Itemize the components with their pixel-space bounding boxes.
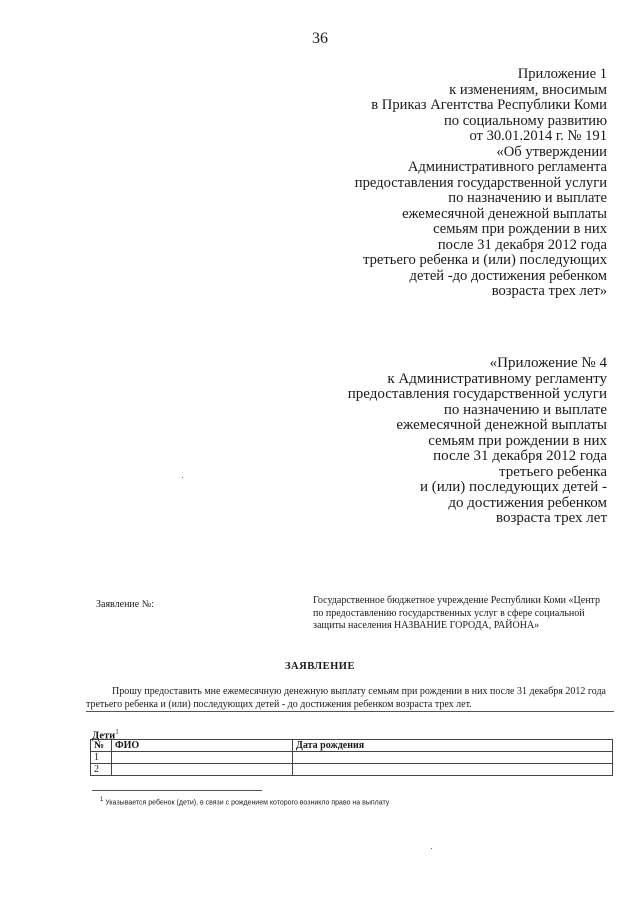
appendix-4-line: возраста трех лет [495,510,607,526]
document-title: ЗАЯВЛЕНИЕ [285,661,355,672]
appendix-1-header [355,67,607,300]
birth-date-cell[interactable] [293,764,613,776]
appendix-1-line: возраста трех лет» [491,283,607,299]
appendix-1-line: ежемесячной денежной выплаты [402,205,607,222]
appendix-4-line: третьего ребенка [499,463,607,480]
column-header-number: № [91,740,112,752]
row-number-cell: 1 [91,752,112,764]
row-number-cell: 2 [91,764,112,776]
appendix-1-line: к изменениям, вносимым [449,81,607,98]
table-row [91,752,613,764]
appendix-1-line: в Приказ Агентства Республики Коми [371,97,607,113]
full-name-cell[interactable] [112,764,293,776]
scan-speck [182,477,183,478]
children-label-text: Дети [92,730,116,742]
appendix-4-line: по назначению и выплате [443,401,607,418]
appendix-1-line: предоставления государственной услуги [354,174,607,191]
appendix-1-line: после 31 декабря 2012 года [437,236,607,253]
appendix-1-line: по социальному развитию [443,112,607,129]
table-row [91,764,613,776]
footnote-text: Указывается ребенок (дети), в связи с рождением которого возникло право на выплату [105,799,390,807]
full-name-cell[interactable] [112,752,293,764]
appendix-1-line: Административного регламента [407,159,607,175]
footnote-divider [92,790,262,791]
appendix-4-line: до достижения ребенком [448,494,607,511]
appendix-4-line: предоставления государственной услуги [347,386,607,402]
application-request-text: Прошу предоставить мне ежемесячную денежную выплату семьям при рождении в них после 31 декабря 2012 года третьего ребенка и (или) последующих детей - до достижения ребенком возраста трех лет. [86,686,606,710]
table-header-row [91,740,613,752]
children-table [90,739,613,776]
application-number-label: Заявление №: [96,599,155,610]
appendix-4-line: «Приложение № 4 [489,355,607,371]
appendix-4-line: семьям при рождении в них [428,432,607,449]
appendix-4-line: ежемесячной денежной выплаты [396,417,607,433]
footnote-mark: 1 [100,797,104,803]
footnote [100,797,389,806]
column-header-birth-date: Дата рождения [293,740,613,752]
appendix-1-line: от 30.01.2014 г. № 191 [469,128,607,144]
appendix-1-line: семьям при рождении в них [433,221,607,237]
appendix-1-line: третьего ребенка и (или) последующих [363,252,607,268]
birth-date-cell[interactable] [293,752,613,764]
appendix-1-line: «Об утверждении [496,143,607,160]
appendix-1-line: детей -до достижения ребенком [409,267,607,284]
institution-name: Государственное бюджетное учреждение Республики Коми «Центр по предоставлению государственных услуг в сфере социальной защиты населения НАЗВАНИЕ ГОРОДА, РАЙОНА» [313,595,601,631]
appendix-4-line: к Административному регламенту [387,370,607,387]
appendix-1-line: Приложение 1 [517,66,607,82]
appendix-4-line: после 31 декабря 2012 года [433,448,607,464]
footnote-reference: 1 [115,728,119,736]
page-number: 36 [312,30,328,47]
body-text-underline [86,711,614,712]
column-header-full-name: ФИО [112,740,293,752]
appendix-4-line: и (или) последующих детей - [419,479,607,495]
appendix-4-header [348,356,607,527]
scan-speck [431,848,432,849]
appendix-1-line: по назначению и выплате [448,190,607,206]
